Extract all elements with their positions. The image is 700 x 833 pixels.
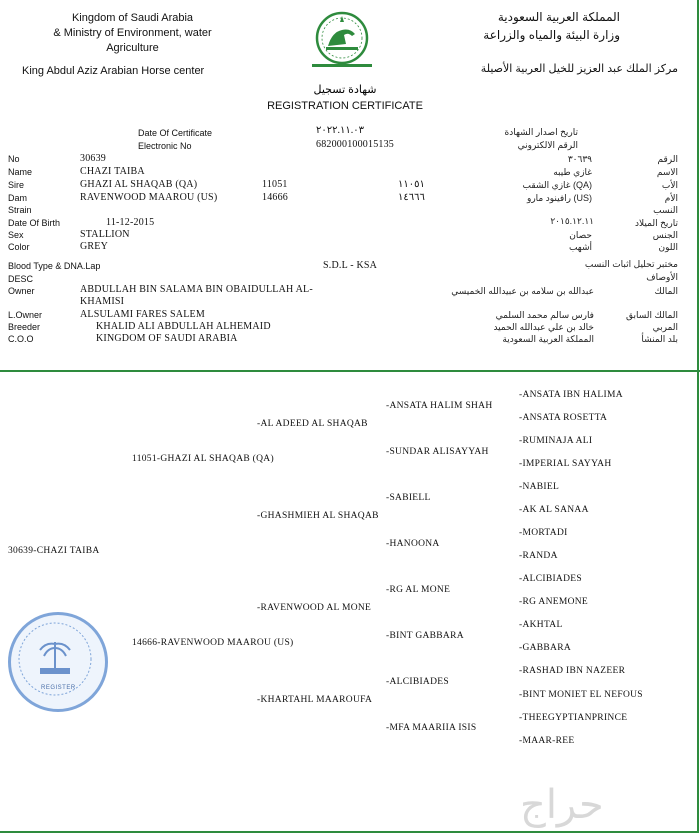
pedigree-gen4-item: -ANSATA ROSETTA: [519, 413, 608, 423]
sire-value: GHAZI AL SHAQAB (QA): [80, 179, 198, 190]
pedigree-gen4-item: -RG ANEMONE: [519, 597, 589, 607]
header-center-name-en: King Abdul Aziz Arabian Horse center: [22, 65, 205, 77]
horse-emblem-icon: [300, 10, 385, 72]
no-value: 30639: [80, 153, 106, 164]
pedigree-gen4-item: -BINT MONIET EL NEFOUS: [519, 690, 643, 700]
center-logo: [300, 10, 385, 72]
pedigree-gen4-item: -MORTADI: [519, 528, 568, 538]
pedigree-gen4-item: -AK AL SANAA: [519, 505, 589, 515]
color-value-ar: أشهب: [568, 242, 592, 252]
date-value: ٢٠٢٢.١١.٠٣: [316, 125, 364, 136]
dob-label-ar: تاريخ الميلاد: [635, 218, 678, 228]
sire-reg-no-ar: ١١٠٥١: [398, 179, 425, 190]
pedigree-gen2-item: -AL ADEED AL SHAQAB: [257, 419, 368, 429]
no-value-ar: ٣٠٦٣٩: [567, 154, 592, 164]
pedigree-sire: 11051-GHAZI AL SHAQAB (QA): [132, 454, 274, 464]
pedigree-gen3-item: -RG AL MONE: [386, 585, 451, 595]
dam-reg-no: 14666: [262, 192, 288, 203]
sire-label: Sire: [8, 180, 25, 190]
title-en: REGISTRATION CERTIFICATE: [267, 100, 423, 112]
header-center-name-ar: مركز الملك عبد العزيز للخيل العربية الأصيلة: [480, 63, 678, 75]
lowner-label-ar: المالك السابق: [625, 310, 678, 320]
pedigree-gen4-item: -GABBARA: [519, 643, 572, 653]
sex-value: STALLION: [80, 229, 130, 240]
sire-value-ar: (QA) غازي الشقب: [522, 180, 592, 190]
owner-value-line1: ABDULLAH BIN SALAMA BIN OBAIDULLAH AL-: [80, 284, 313, 295]
breeder-label: Breeder: [8, 322, 41, 332]
color-label-ar: اللون: [658, 242, 678, 252]
pedigree-dam: 14666-RAVENWOOD MAAROU (US): [132, 638, 294, 648]
electronic-label-ar: الرقم الالكتروني: [517, 140, 578, 150]
dam-value-ar: (US) رافينود مارو: [526, 193, 592, 203]
pedigree-gen4-item: -THEEGYPTIANPRINCE: [519, 713, 628, 723]
dam-reg-no-ar: ١٤٦٦٦: [398, 192, 425, 203]
breeder-value: KHALID ALI ABDULLAH ALHEMAID: [96, 321, 271, 332]
sex-label: Sex: [8, 230, 24, 240]
lowner-label: L.Owner: [8, 310, 43, 320]
pedigree-gen4-item: -RASHAD IBN NAZEER: [519, 666, 626, 676]
electronic-value: 682000100015135: [316, 139, 394, 150]
stamp-text: REGISTER: [41, 685, 76, 691]
sire-reg-no: 11051: [262, 179, 288, 190]
dam-value: RAVENWOOD MAAROU (US): [80, 192, 218, 203]
blood-label-ar: مختبر تحليل اثبات النسب: [584, 259, 678, 269]
pedigree-gen3-item: -HANOONA: [386, 539, 440, 549]
pedigree-gen2-item: -RAVENWOOD AL MONE: [257, 603, 372, 613]
pedigree-gen3-item: -MFA MAARIIA ISIS: [386, 723, 477, 733]
coo-label: C.O.O: [8, 334, 34, 344]
pedigree-gen4-item: -AKHTAL: [519, 620, 563, 630]
dob-value: 11-12-2015: [106, 217, 155, 228]
coo-value: KINGDOM OF SAUDI ARABIA: [96, 333, 238, 344]
electronic-label: Electronic No: [138, 141, 192, 151]
pedigree-gen4-item: -RANDA: [519, 551, 558, 561]
pedigree-gen3-item: -BINT GABBARA: [386, 631, 464, 641]
haraj-watermark: حراج: [520, 782, 604, 828]
registry-stamp: [8, 612, 108, 712]
name-value: CHAZI TAIBA: [80, 166, 145, 177]
dob-label: Date Of Birth: [8, 218, 61, 228]
header-en-line3: Agriculture: [106, 42, 159, 54]
sex-label-ar: الجنس: [652, 230, 678, 240]
owner-value-ar: عبدالله بن سلامه بن عبيدالله الخميسي: [451, 286, 594, 296]
name-label: Name: [8, 167, 33, 177]
strain-label: Strain: [8, 205, 32, 215]
date-label-ar: تاريخ اصدار الشهادة: [504, 127, 578, 137]
dam-label: Dam: [8, 193, 28, 203]
color-value: GREY: [80, 241, 109, 252]
date-label: Date Of Certificate: [138, 128, 213, 138]
lowner-value: ALSULAMI FARES SALEM: [80, 309, 205, 320]
owner-value-line2: KHAMISI: [80, 296, 125, 307]
pedigree-gen3-item: -ANSATA HALIM SHAH: [386, 401, 493, 411]
breeder-label-ar: المربي: [652, 322, 678, 332]
name-label-ar: الاسم: [656, 167, 678, 177]
pedigree-subject: 30639-CHAZI TAIBA: [8, 546, 100, 556]
pedigree-gen4-item: -RUMINAJA ALI: [519, 436, 593, 446]
desc-label: DESC: [8, 274, 34, 284]
pedigree-gen3-item: -ALCIBIADES: [386, 677, 449, 687]
blood-label: Blood Type & DNA.Lap: [8, 261, 101, 271]
dob-value-ar: ٢٠١٥.١٢.١١: [550, 216, 594, 226]
breeder-value-ar: خالد بن علي عبدالله الحميد: [493, 322, 594, 332]
pedigree-gen2-item: -KHARTAHL MAAROUFA: [257, 695, 373, 705]
title-ar: شهادة تسجيل: [313, 84, 377, 96]
lowner-value-ar: فارس سالم محمد السلمي: [495, 310, 594, 320]
name-value-ar: غازي طيبه: [553, 167, 592, 177]
coo-label-ar: بلد المنشأ: [641, 334, 678, 344]
sire-label-ar: الأب: [661, 180, 678, 190]
color-label: Color: [8, 242, 30, 252]
owner-label-ar: المالك: [654, 286, 678, 296]
header-en-line1: Kingdom of Saudi Arabia: [71, 12, 194, 24]
no-label-ar: الرقم: [657, 154, 678, 164]
no-label: No: [8, 154, 20, 164]
pedigree-gen4-item: -MAAR-REE: [519, 736, 575, 746]
pedigree-gen2-item: -GHASHMIEH AL SHAQAB: [257, 511, 379, 521]
dam-label-ar: الأم: [664, 193, 678, 203]
strain-label-ar: النسب: [653, 205, 678, 215]
pedigree-gen3-item: -SUNDAR ALISAYYAH: [386, 447, 489, 457]
sex-value-ar: حصان: [569, 230, 592, 240]
coo-value-ar: المملكة العربية السعودية: [502, 334, 594, 344]
section-divider: [0, 370, 700, 372]
pedigree-gen3-item: -SABIELL: [386, 493, 431, 503]
desc-label-ar: الأوصاف: [646, 272, 678, 282]
header-ar-line2: وزارة البيئة والمياه والزراعة: [483, 28, 620, 42]
pedigree-gen4-item: -IMPERIAL SAYYAH: [519, 459, 612, 469]
pedigree-gen4-item: -ALCIBIADES: [519, 574, 582, 584]
header-ar-line1: المملكة العربية السعودية: [497, 10, 620, 24]
pedigree-gen4-item: -ANSATA IBN HALIMA: [519, 390, 623, 400]
blood-value: S.D.L - KSA: [323, 260, 378, 271]
pedigree-gen4-item: -NABIEL: [519, 482, 560, 492]
header-en-line2: & Ministry of Environment, water: [53, 27, 212, 39]
owner-label: Owner: [8, 286, 35, 296]
palm-emblem-icon: [8, 612, 102, 706]
